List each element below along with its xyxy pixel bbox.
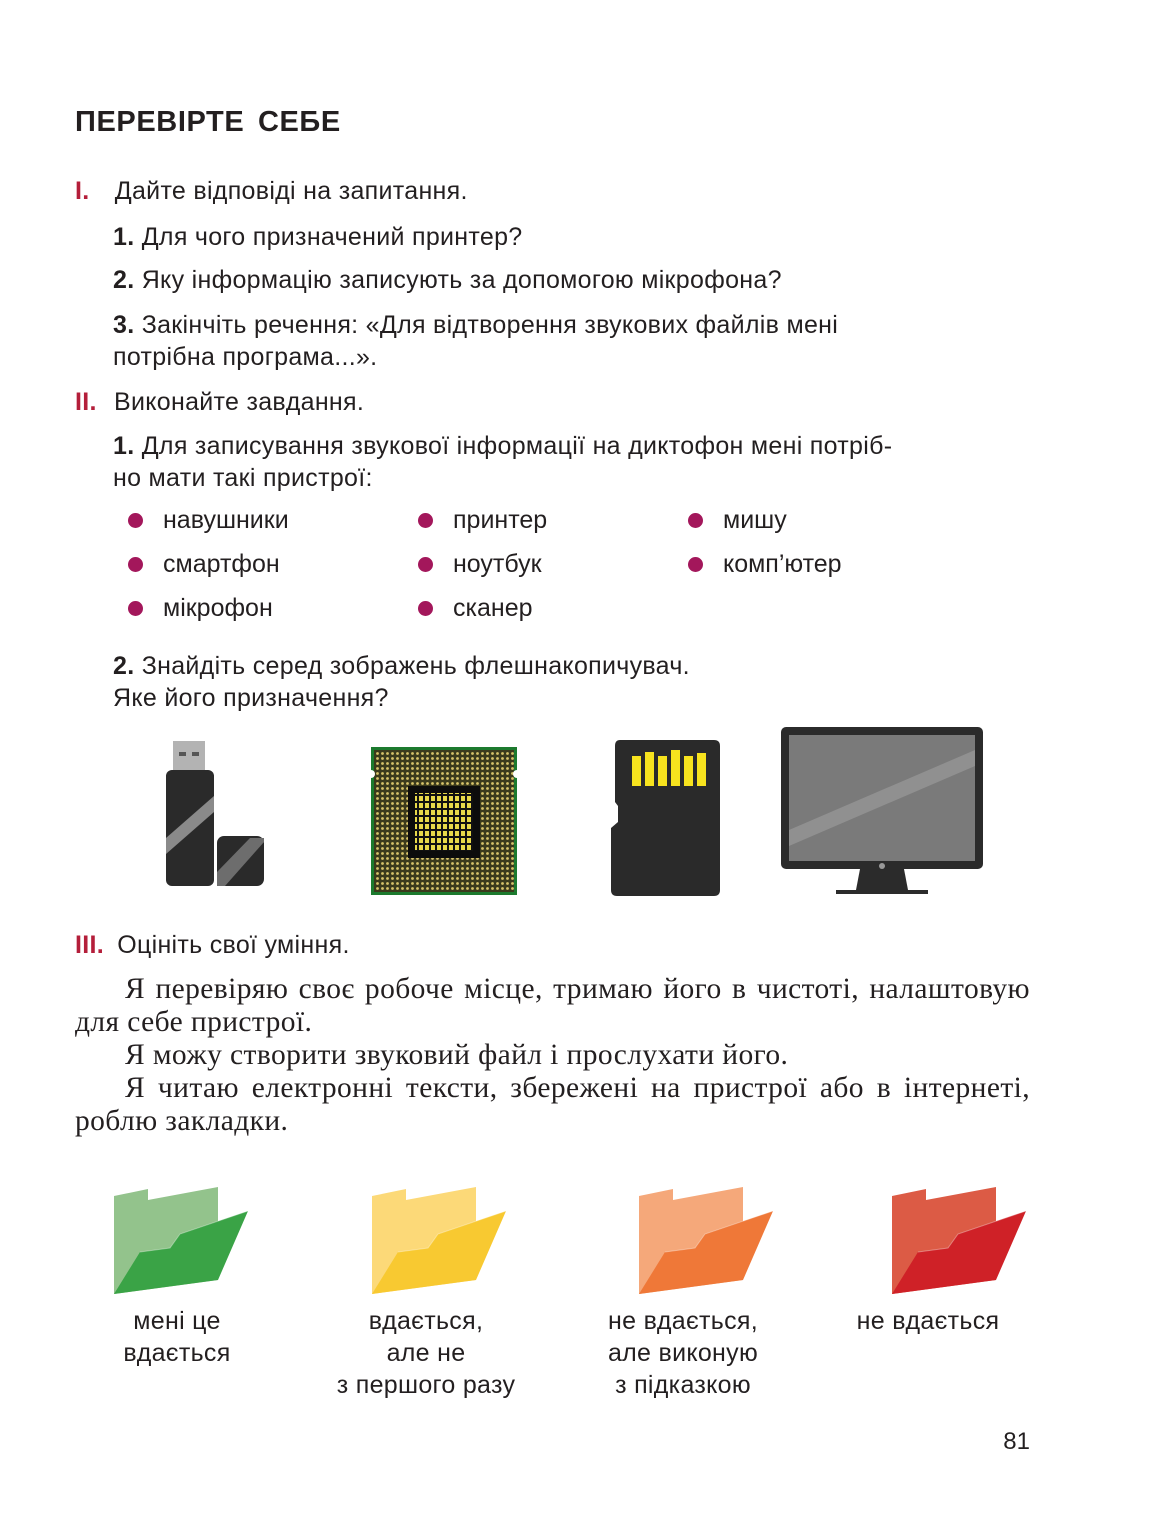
red-folder-icon	[890, 1184, 1030, 1299]
question-3	[113, 309, 838, 373]
usb-flash-drive-icon	[160, 738, 270, 890]
option-item	[128, 550, 280, 579]
yellow-folder-icon	[370, 1184, 510, 1299]
statement: Я можу створити звуковий файл і прослухати його.	[125, 1039, 789, 1071]
option-label: мікрофон	[163, 594, 273, 622]
option-item	[418, 506, 547, 535]
question-text: Закінчіть речення: «Для відтворення звукових файлів мені	[141, 311, 839, 339]
section-3-number: ІІІ.	[75, 931, 104, 959]
task-text: Для записування звукової інформації на диктофон мені потріб-	[141, 432, 893, 460]
question-number: 1.	[113, 223, 135, 251]
option-label: навушники	[163, 506, 289, 534]
task-number: 1.	[113, 432, 135, 460]
question-number: 2.	[113, 266, 135, 294]
task-text-continued: Яке його призначення?	[113, 684, 389, 712]
rating-caption-line: але виконую	[607, 1339, 759, 1367]
rating-caption	[326, 1305, 526, 1401]
statement: Я читаю електронні тексти, збережені на пристрої або в інтернеті, роблю закладки.	[75, 1072, 1030, 1137]
rating-caption-line: мені це	[133, 1307, 221, 1335]
rating-caption	[583, 1305, 783, 1401]
page-number: 81	[1003, 1428, 1030, 1455]
task-1	[113, 430, 892, 494]
section-2-number: ІІ.	[75, 388, 97, 416]
rating-caption-line: вдається,	[368, 1307, 484, 1335]
bullet-icon	[688, 557, 703, 572]
bullet-icon	[128, 557, 143, 572]
task-number: 2.	[113, 652, 135, 680]
option-label: принтер	[453, 506, 548, 534]
option-item	[418, 594, 533, 623]
rating-caption	[828, 1305, 1028, 1337]
question-text: Яку інформацію записують за допомогою мікрофона?	[141, 266, 782, 294]
question-text-continued: потрібна програма...».	[113, 343, 378, 371]
task-2	[113, 650, 690, 714]
question-1	[113, 221, 523, 253]
question-text: Для чого призначений принтер?	[141, 223, 523, 251]
orange-folder-icon	[637, 1184, 777, 1299]
statement: Я перевіряю своє робоче місце, тримаю його в чистоті, налаштовую для себе пристрої.	[75, 973, 1030, 1038]
section-1	[75, 175, 468, 207]
section-2	[75, 386, 364, 418]
rating-caption-line: вдається	[123, 1339, 231, 1367]
option-label: сканер	[453, 594, 533, 622]
option-item	[688, 550, 842, 579]
cpu-chip-icon	[370, 746, 518, 896]
option-item	[688, 506, 787, 535]
self-assessment-text	[75, 973, 1030, 1138]
question-2	[113, 264, 782, 296]
rating-caption	[77, 1305, 277, 1369]
option-item	[128, 594, 273, 623]
bullet-icon	[418, 513, 433, 528]
rating-caption-line: з підказкою	[615, 1371, 751, 1399]
monitor-icon	[780, 726, 984, 896]
green-folder-icon	[112, 1184, 252, 1299]
rating-caption-line: з першого разу	[336, 1371, 516, 1399]
section-1-number: І.	[75, 177, 90, 205]
bullet-icon	[688, 513, 703, 528]
option-label: смартфон	[163, 550, 280, 578]
question-number: 3.	[113, 311, 135, 339]
section-3	[75, 929, 350, 961]
option-label: комп’ютер	[723, 550, 842, 578]
rating-caption-line: не вдається,	[608, 1307, 758, 1335]
task-text-continued: но мати такі пристрої:	[113, 464, 373, 492]
option-label: ноутбук	[453, 550, 542, 578]
bullet-icon	[418, 557, 433, 572]
option-item	[418, 550, 542, 579]
task-text: Знайдіть серед зображень флешнакопичувач.	[141, 652, 690, 680]
section-1-instruction: Дайте відповіді на запитання.	[114, 177, 468, 205]
rating-caption-line: але не	[386, 1339, 466, 1367]
page-title: ПЕРЕВІРТЕ СЕБЕ	[75, 106, 341, 138]
section-3-instruction: Оцініть свої уміння.	[117, 931, 350, 959]
rating-caption-line: не вдається	[856, 1307, 1000, 1335]
bullet-icon	[128, 601, 143, 616]
section-2-instruction: Виконайте завдання.	[114, 388, 365, 416]
option-item	[128, 506, 289, 535]
bullet-icon	[418, 601, 433, 616]
bullet-icon	[128, 513, 143, 528]
microsd-card-icon	[608, 738, 723, 898]
option-label: мишу	[723, 506, 787, 534]
